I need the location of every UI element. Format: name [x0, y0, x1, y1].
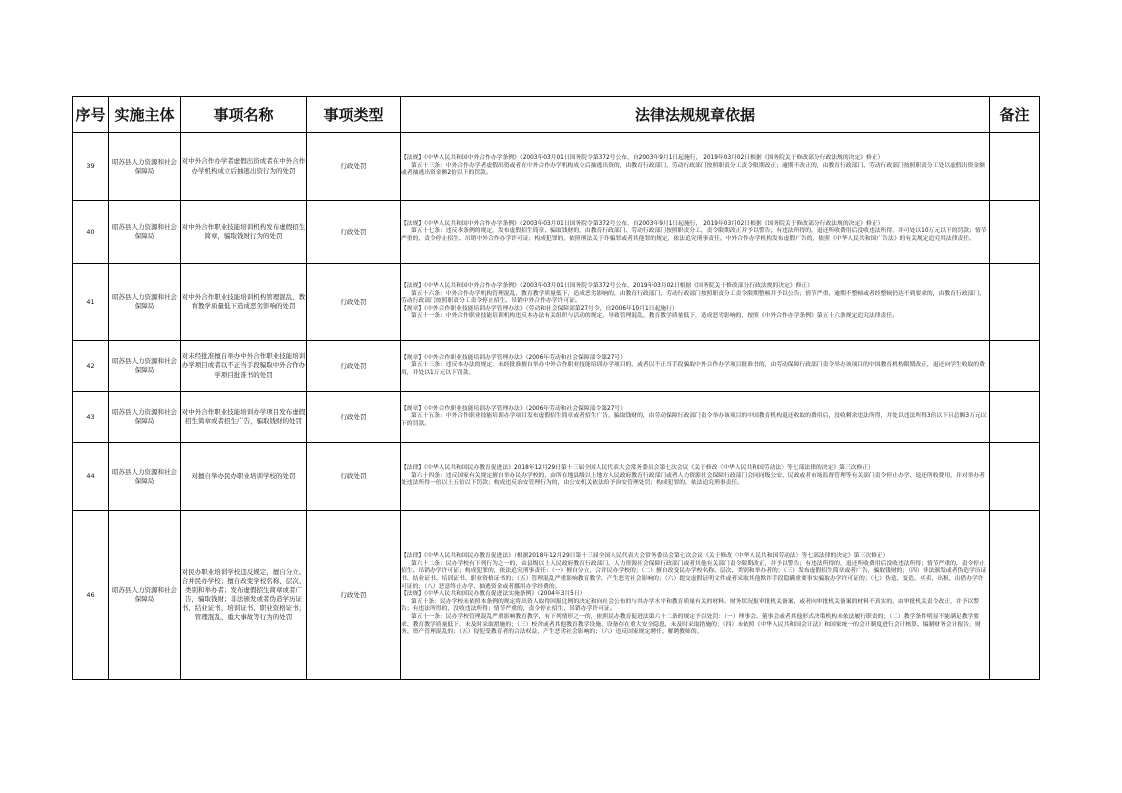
legal-basis-paragraph: 第六十四条：违反国家有关规定擅自举办民办学校的，由所在地县级以上地方人民政府教育行政部门或者人力资源社会保障行政部门会同同级公安、民政或者市场监督管理等有关部门责令停止办学、退还所收费用，并对举办者处违法所得一倍以上五倍以下罚款；构成违反治安管理行为的，由公安机关依法给予治安管理处罚；构成犯罪的，依法追究刑事责任。: [401, 472, 985, 487]
cell-remarks: [990, 392, 1040, 443]
cell-legal-basis: [401, 443, 990, 511]
cell-legal-basis: [401, 133, 990, 201]
cell-subject: 昭苏县人力资源和社会保障局: [109, 392, 181, 443]
header-no: 序号: [73, 97, 109, 133]
legal-basis-paragraph: 第五十五条：中外合作职业技能培训办学项目发布虚假招生简章或者招生广告，骗取钱财的，由劳动保障行政部门责令举办该项目的中国教育机构退还收取的费用后，没收剩余违法所得，并处以违法所得3倍以下且总额3万元以下的罚款。: [401, 413, 987, 427]
legal-basis-paragraph: 【法规】《中华人民共和国中外合作办学条例》（2003年03月01日国务院令第372号公布，自2003年9月1日起施行， 2019年03月02日根据《国务院关于修改部分行政法规的决定》修正）: [401, 220, 884, 227]
cell-no: 39: [73, 133, 109, 201]
cell-subject: 昭苏县人力资源和社会保障局: [109, 443, 181, 511]
legal-basis-paragraph: 第五十一条：中外合作职业技能培训机构违反本办法有关组织与活动的规定，导致管理混乱、教育教学质量低下，造成恶劣影响的，按照《中外合作办学条例》第五十六条规定追究法律责任。: [411, 313, 898, 320]
cell-legal-basis: [401, 264, 990, 341]
cell-remarks: [990, 264, 1040, 341]
legal-basis-paragraph: 【法律】《中华人民共和国民办教育促进法》2018年12月29日第十三届全国人民代表大会常务委员会第七次会议《关于修改〈中华人民共和国劳动法〉等七部法律的决定》第三次修正）: [401, 465, 874, 472]
cell-item-type: 行政处罚: [307, 341, 401, 392]
table-row: [73, 341, 1040, 392]
cell-subject: 昭苏县人力资源和社会保障局: [109, 201, 181, 264]
cell-subject: 昭苏县人力资源和社会保障局: [109, 264, 181, 341]
legal-basis-paragraph: 【法规】《中华人民共和国中外合作办学条例》（2003年03月01日国务院令第372号公布，2019年03月02日根据《国务院关于修改部分行政法规的决定》修正）: [401, 282, 814, 289]
table-row: [73, 201, 1040, 264]
header-item-type: 事项类型: [307, 97, 401, 133]
cell-legal-basis: [401, 341, 990, 392]
cell-item-name: 对中外合作职业技能培训机构发布虚假招生简章，骗取钱财行为的处罚: [181, 201, 307, 264]
header-remarks: 备注: [990, 97, 1040, 133]
cell-legal-basis: [401, 511, 990, 680]
table-row: [73, 392, 1040, 443]
cell-item-name: 对擅自举办民办职业培训学校的处罚: [181, 443, 307, 511]
legal-basis-paragraph: 第五十三条：违反本办法的规定，未经批准擅自举办中外合作职业技能培训办学项目的，或者以不正当手段骗取中外合作办学项目批准书的，由劳动保障行政部门责令举办该项目的中国教育机构限期改正，退还向学生收取的费用，并处以1万元以下罚款。: [401, 362, 985, 376]
cell-legal-basis: [401, 392, 990, 443]
cell-no: 42: [73, 341, 109, 392]
cell-item-name: 对中外合作职业技能培训办学项目发布虚假招生简章或者招生广告，骗取钱财的处罚: [181, 392, 307, 443]
cell-subject: 昭苏县人力资源和社会保障局: [109, 133, 181, 201]
cell-item-type: 行政处罚: [307, 392, 401, 443]
table-row: [73, 443, 1040, 511]
legal-basis-paragraph: 第五十条：民办学校未依照本条例的规定将出资人取得回报比例的决定和向社会公布的与其办学水平和教育质量有关的材料、财务状况报审批机关备案，或者向审批机关备案的材料不真实的，由审批机关责令改正，并予以警告；有违法所得的，没收违法所得；情节严重的，责令停止招生、吊销办学许可证。: [401, 598, 980, 613]
cell-item-name: 对未经批准擅自举办中外合作职业技能培训办学项目或者以不正当手段骗取中外合作办学项目批准书的处罚: [181, 341, 307, 392]
cell-no: 41: [73, 264, 109, 341]
cell-item-type: 行政处罚: [307, 443, 401, 511]
cell-remarks: [990, 511, 1040, 680]
legal-basis-paragraph: 第六十二条：民办学校有下列行为之一的，由县级以上人民政府教育行政部门、人力资源社会保障行政部门或者其他有关部门责令限期改正，并予以警告；有违法所得的，退还所收费用后没收违法所得；情节严重的，责令停止招生、吊销办学许可证；构成犯罪的，依法追究刑事责任：（一）擅自分立、合并民办学校的；（二）擅自改变民办学校名称、层次、类别和举办者的；（三）发布虚假招生简章或者广告，骗取钱财的；（四）非法颁发或者伪造学历证书、结业证书、培训证书、职业资格证书的；（五）管理混乱严重影响教育教学，产生恶劣社会影响的；（六）提交虚假证明文件或者采取其他欺诈手段隐瞒重要事实骗取办学许可证的；（七）伪造、变造、买卖、出租、出借办学许可证的；（八）恶意终止办学、抽逃资金或者挪用办学经费的。: [401, 560, 987, 590]
cell-item-type: 行政处罚: [307, 201, 401, 264]
cell-item-name: 对民办职业培训学校违反规定，擅自分立、合并民办学校；擅自改变学校名称、层次、类别和举办者；发布虚假招生简章或者广告，骗取钱财；非法颁发或者伪造学历证书、结业证书、培训证书、职业资格证书；管理混乱、重大事故等行为的处罚: [181, 511, 307, 680]
table-row: [73, 133, 1040, 201]
cell-item-type: 行政处罚: [307, 133, 401, 201]
cell-item-type: 行政处罚: [307, 511, 401, 680]
cell-subject: 昭苏县人力资源和社会保障局: [109, 511, 181, 680]
legal-basis-paragraph: 【法律】《中华人民共和国民办教育促进法》（根据2018年12月29日第十三届全国人民代表大会常务委员会第七次会议《关于修改〈中华人民共和国劳动法〉等七部法律的决定》第三次修正）: [401, 552, 889, 559]
cell-item-name: 对中外合作职业技能培训机构管理混乱、教育教学质量低下造成恶劣影响的处罚: [181, 264, 307, 341]
legal-basis-paragraph: 第五十三条：中外合作办学者虚假出资或者在中外合作办学机构成立后抽逃出资的，由教育行政部门、劳动行政部门按照职责分工责令限期改正；逾期不改正的，由教育行政部门、劳动行政部门按照职责分工处以虚假出资金额或者抽逃出资金额2倍以下的罚款。: [401, 162, 985, 177]
cell-remarks: [990, 133, 1040, 201]
cell-remarks: [990, 341, 1040, 392]
table-row: [73, 511, 1040, 680]
legal-basis-paragraph: 【规章】《中外合作职业技能培训办学管理办法》（2006年劳动和社会保障部令第27号）: [401, 354, 627, 361]
cell-no: 46: [73, 511, 109, 680]
cell-no: 44: [73, 443, 109, 511]
legal-basis-paragraph: 【法规】《中华人民共和国中外合作办学条例》（2003年03月01日国务院令第372号公布，自2003年9月1日起施行， 2019年03月02日根据《国务院关于修改部分行政法规的决定》修正）: [401, 155, 884, 162]
cell-legal-basis: [401, 201, 990, 264]
table-row: [73, 264, 1040, 341]
cell-remarks: [990, 443, 1040, 511]
legal-basis-paragraph: 第五十一条：民办学校管理混乱严重影响教育教学，有下列情形之一的，依照民办教育促进法第六十二条的规定予以处罚：（一）理事会、董事会或者其他形式决策机构未依法履行职责的；（二）教学条件明显不能满足教学要求、教育教学质量低下，未及时采取措施的；（三）校舍或者其他教育教学设施、设备存在重大安全隐患，未及时采取措施的；（四）未依照《中华人民共和国会计法》和国家统一的会计制度进行会计核算、编制财务会计报告，财务、资产管理混乱的；（五）侵犯受教育者的合法权益，产生恶劣社会影响的；（六）违反国家规定聘任、解聘教师的。: [401, 614, 981, 636]
header-subject: 实施主体: [109, 97, 181, 133]
cell-no: 43: [73, 392, 109, 443]
cell-remarks: [990, 201, 1040, 264]
legal-basis-paragraph: 第五十七条：违反本条例的规定，发布虚假招生简章，骗取钱财的，由教育行政部门、劳动行政部门按照职责分工，责令限期改正并予以警告；有违法所得的，退还所收费用后没收违法所得，并可处以10万元以下的罚款；情节严重的，责令停止招生、吊销中外合作办学许可证；构成犯罪的，依照刑法关于诈骗罪或者其他罪的规定，依法追究刑事责任。中外合作办学机构发布虚假广告的，依照《中华人民共和国广告法》的有关规定追究其法律责任。: [401, 228, 987, 242]
legal-basis-table: [72, 96, 1040, 680]
cell-subject: 昭苏县人力资源和社会保障局: [109, 341, 181, 392]
cell-no: 40: [73, 201, 109, 264]
legal-basis-paragraph: 【规章】《中外合作职业技能培训办学管理办法》（2006年劳动和社会保障部令第27号）: [401, 405, 627, 412]
cell-item-name: 对中外合作办学者虚假出资或者在中外合作办学机构成立后抽逃出资行为的处罚: [181, 133, 307, 201]
legal-basis-paragraph: 【法规】《中华人民共和国民办教育促进法实施条例》（2004年3月5日）: [401, 591, 586, 598]
header-item-name: 事项名称: [181, 97, 307, 133]
table-header-row: [73, 97, 1040, 133]
header-legal-basis: 法律法规规章依据: [401, 97, 990, 133]
legal-basis-paragraph: 【规章】《中外合作职业技能培训办学管理办法》（劳动和社会保障部第27号令，自2006年10月1日起施行）: [401, 305, 678, 312]
cell-item-type: 行政处罚: [307, 264, 401, 341]
legal-basis-paragraph: 第五十六条：中外合作办学机构管理混乱、教育教学质量低下，造成恶劣影响的，由教育行政部门、劳动行政部门按照职责分工责令限期整顿并予以公告；情节严重、逾期不整顿或者经整顿仍达不到要求的，由教育行政部门、劳动行政部门按照职责分工责令停止招生、吊销中外合作办学许可证。: [401, 290, 985, 305]
